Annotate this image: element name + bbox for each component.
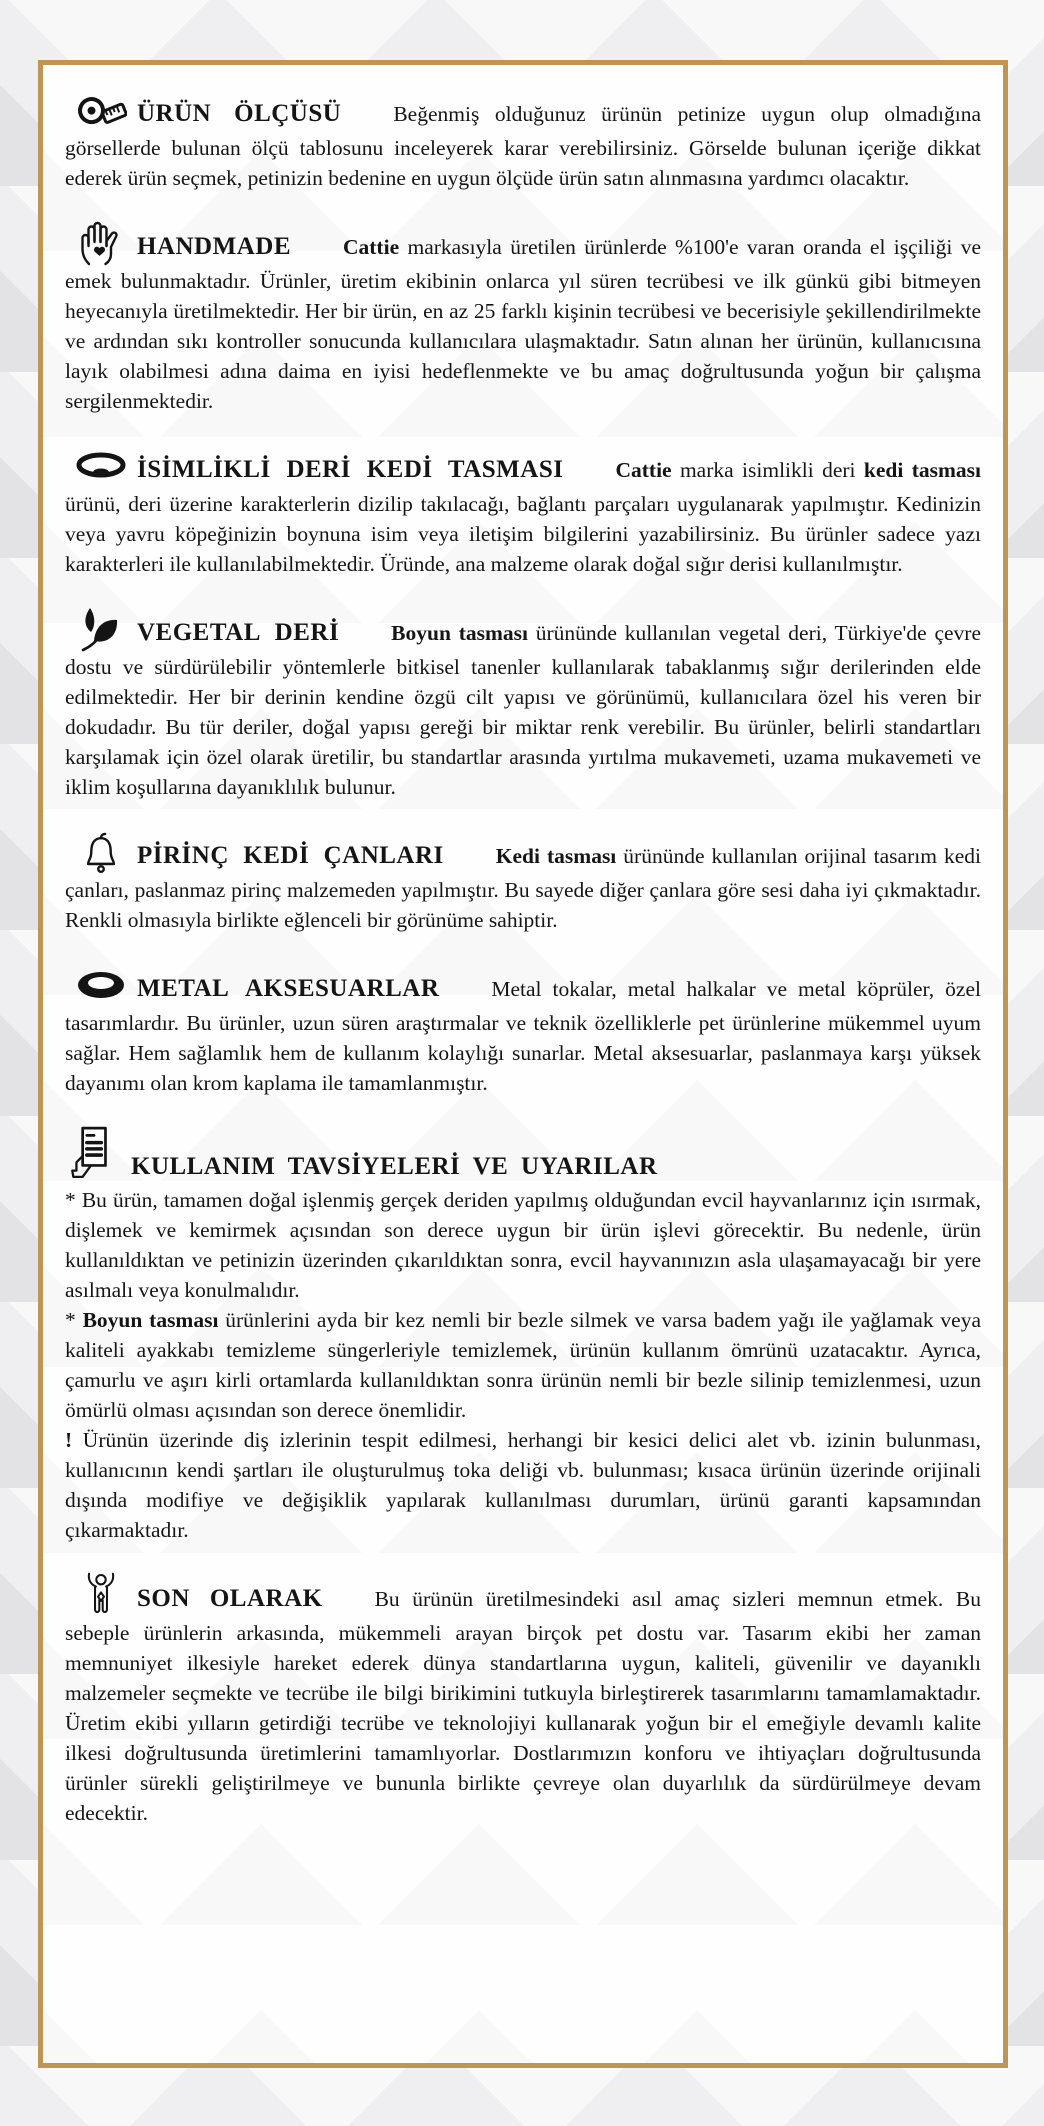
section-kullanim-tavsiyeleri-ve-uyarilar [65,1125,981,1545]
text-run: * [65,1308,83,1332]
section-metal-aksesuarlar [65,962,981,1098]
text-run: Ürünün üzerinde diş izlerinin tespit edilmesi, herhangi bir kesici delici alet vb. izinin bulunması, kullanıcının kendi şartları ile oluşturulmuş toka deliği vb. bulunması; kısaca ürünün üzerinde orijinali dışında modifiye ve değişiklik yapılarak kullanılması durumları, ürünü garanti kapsamından çıkarmaktadır. [65,1428,981,1542]
hand-heart-icon [75,220,127,266]
text-run: Bu ürünün üretilmesindeki asıl amaç sizleri memnun etmek. Bu sebeple ürünlerin arkasında, mükemmeli arayan birçok pet dostu var. Tasarım ekibi her zaman memnuniyet ilkesiyle hareket ederek dünya standartlarına uygun, kaliteli, güvenilir ve dayanıklı malzemeler seçmekte ve tecrübe ile bilgi birikimini tutkuyla birleştirerek tasarımlarını tamamlamaktadır. Üretim ekibi yılların getirdiği tecrübe ve teknolojiyi kullanarak yoğun bir el emeğiyle devamlı kalite ilkesi doğrultusunda üretimlerini tamamlıyorlar. Dostlarımızın konforu ve ihtiyaçları doğrultusunda ürünler sürekli geliştirilmeye ve bununla birlikte çevreye olan duyarlılık da sürdürülmeye devam edecektir. [65,1587,981,1825]
paragraph [65,829,981,935]
text-run: ürünlerini ayda bir kez nemli bir bezle silmek ve varsa badem yağı ile yağlamak veya kaliteli ayakkabı temizleme süngerleriyle temizlemek, ürünün kullanım ömrünü uzatacaktır. Ayrıca, çamurlu ve aşırı kirli ortamlarda kullanıldıktan sonra ürünün nemli bir bezle silinip temizlenmesi, uzun ömürlü olması açısından son derece önemlidir. [65,1308,981,1422]
text-run: Cattie [343,235,400,259]
leaf-icon [75,606,127,652]
text-run: Boyun tasması [391,621,528,645]
text-run: Cattie [615,458,672,482]
text-run: Boyun tasması [82,1308,219,1332]
section-title-isimlikli-deri-kedi-tasmasi: İSİMLİKLİ DERİ KEDİ TASMASI [137,456,564,483]
section-title-kullanim-tavsiyeleri-ve-uyarilar: KULLANIM TAVSİYELERİ VE UYARILAR [131,1153,658,1180]
section-title-pirinc-kedi-canlari: PİRİNÇ KEDİ ÇANLARI [137,842,444,869]
paragraph [65,1305,981,1425]
text-run: marka isimlikli deri [671,458,864,482]
section-handmade [65,220,981,416]
text-run: markasıyla üretilen ürünlerde %100'e varan oranda el işçiliği ve emek bulunmaktadır. Ürünler, üretim ekibinin onlarca yıl süren tecrübesi ve ilk günkü gibi bitmeyen heyecanıyla üretilmektedir. Her bir ürün, en az 25 farklı kişinin tecrübesi ve becerisiyle şekillendirilmekte ve ardından sıkı kontroller sonucunda kullanıcılara ulaşmaktadır. Satın alınan her ürünün, kullanıcısına layık olabilmesi adına daima en iyisi hedeflenmekte ve bu amaç doğrultusunda yoğun bir çalışma sergilenmektedir. [65,235,981,413]
paragraph [65,1185,981,1305]
text-run: ürününde kullanılan orijinal tasarım kedi çanları, paslanmaz pirinç malzemeden yapılmıştır. Bu sayede diğer çanlara göre sesi daha iyi çıkmaktadır. Renkli olmasıyla birlikte eğlenceli bir görünüme sahiptir. [65,844,981,932]
paragraph [65,1572,981,1828]
cheering-person-icon [75,1572,127,1618]
text-run: ! [65,1428,83,1452]
measuring-tape-icon [75,87,127,133]
section-urun-olcusu [65,87,981,193]
text-run: Metal tokalar, metal halkalar ve metal köprüler, özel tasarımlardır. Bu ürünler, uzun süren araştırmalar ve teknik özelliklerle pet ürünlerine mükemmel uyum sağlar. Hem sağlamlık hem de kullanım kolaylığı sunarlar. Metal aksesuarlar, paslanmaya karşı yüksek dayanımı olan krom kaplama ile tamamlanmıştır. [65,977,981,1095]
paragraph [65,220,981,416]
text-run: kedi tasması [863,458,981,482]
text-run: ürününde kullanılan vegetal deri, Türkiye'de çevre dostu ve sürdürülebilir yöntemlerle bitkisel tanenler kullanılarak tabaklanmış sığır derilerinden elde edilmektedir. Her bir derinin kendine özgü cilt yapısı ve görünümü, kullanıcılara özel his veren bir dokudadır. Bu tür deriler, doğal yapısı gereği bir miktar renk verebilir. Bu ürünler, belirli standartları karşılamak için özel olarak üretilir, bu standartlar arasında yırtılma mukavemeti, uzama mukavemeti ve iklim koşullarına dayanıklılık bulunur. [65,621,981,799]
bell-icon [75,829,127,875]
content-card [38,60,1008,2068]
metal-collar-icon [75,962,127,1008]
paragraph [65,443,981,579]
paragraph [65,962,981,1098]
checklist-icon [65,1125,119,1181]
section-heading [65,1125,981,1181]
text-run: * Bu ürün, tamamen doğal işlenmiş gerçek deriden yapılmış olduğundan evcil hayvanlarınız için ısırmak, dişlemek ve kemirmek açısından son derece uygun bir ürün işlevi görecektir. Bu nedenle, ürün kullanıldıktan ve petinizin üzerinden çıkarıldıktan sonra, evcil hayvanınızın asla ulaşamayacağı bir yere asılmalı veya konulmalıdır. [65,1188,981,1302]
product-description [43,65,1003,1828]
paragraph [65,606,981,802]
section-vegetal-deri [65,606,981,802]
text-run: Kedi tasması [495,844,617,868]
section-son-olarak [65,1572,981,1828]
section-title-handmade: HANDMADE [137,233,291,260]
section-title-metal-aksesuarlar: METAL AKSESUARLAR [137,975,440,1002]
section-title-urun-olcusu: ÜRÜN ÖLÇÜSÜ [137,100,342,127]
text-run: Beğenmiş olduğunuz ürünün petinize uygun olup olmadığına görsellerde bulunan ölçü tablosunu inceleyerek karar verebilirsiniz. Görselde bulunan içeriğe dikkat ederek ürün seçmek, petinizin bedenine en uygun ölçüde ürün satın alınmasına yardımcı olacaktır. [65,102,981,190]
text-run: ürünü, deri üzerine karakterlerin dizilip takılacağı, bağlantı parçaları uygulanarak yapılmıştır. Kedinizin veya yavru köpeğinizin boynuna isim veya iletişim bilgilerini yazabilirsiniz. Bu ürünler sadece yazı karakterleri ile kullanılabilmektedir. Üründe, ana malzeme olarak doğal sığır derisi kullanılmıştır. [65,492,981,576]
section-title-son-olarak: SON OLARAK [137,1585,323,1612]
section-isimlikli-deri-kedi-tasmasi [65,443,981,579]
paragraph [65,1425,981,1545]
section-title-vegetal-deri: VEGETAL DERİ [137,619,340,646]
paragraph [65,87,981,193]
collar-icon [75,443,127,489]
section-pirinc-kedi-canlari [65,829,981,935]
